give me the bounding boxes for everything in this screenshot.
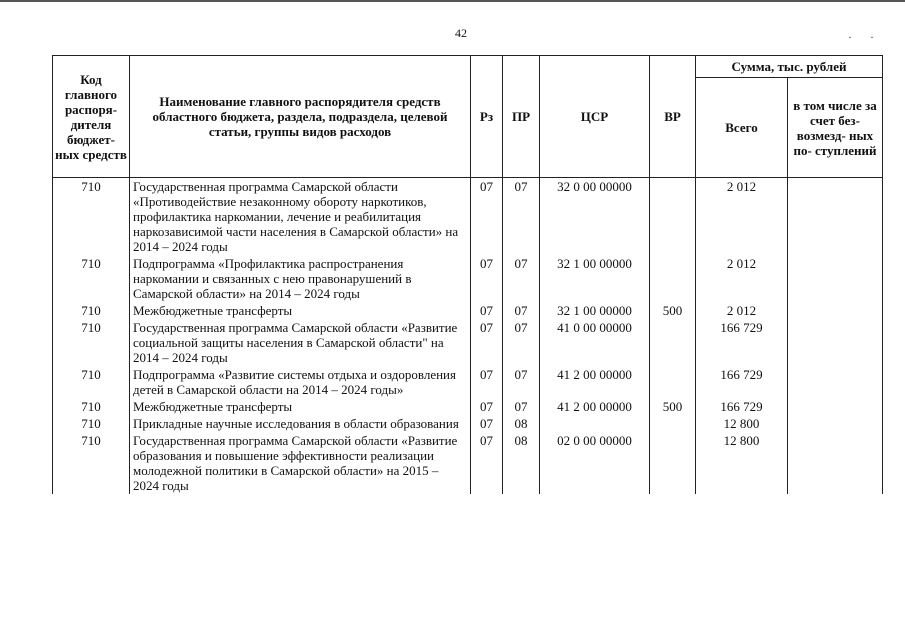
header-incl: в том числе за счет без- возмезд- ных по- ступлений: [788, 78, 883, 178]
cell-vr: 500: [650, 398, 696, 415]
cell-code: 710: [53, 178, 130, 256]
table-row: [53, 398, 883, 415]
table-row: [53, 432, 883, 494]
header-rz: Рз: [471, 56, 503, 178]
header-csr: ЦСР: [540, 56, 650, 178]
cell-name: Государственная программа Самарской области «Развитие образования и повышение эффективности реализации молодежной политики в Самарской области» на 2015 – 2024 годы: [130, 432, 471, 494]
cell-total: 2 012: [696, 255, 788, 302]
cell-pr: 07: [503, 366, 540, 398]
cell-vr: [650, 178, 696, 256]
cell-pr: 07: [503, 255, 540, 302]
cell-name: Подпрограмма «Развитие системы отдыха и оздоровления детей в Самарской области на 2014 – 2024 годы»: [130, 366, 471, 398]
cell-rz: 07: [471, 178, 503, 256]
cell-rz: 07: [471, 319, 503, 366]
top-border-line: [0, 0, 905, 2]
cell-incl: [788, 319, 883, 366]
cell-csr: 41 2 00 00000: [540, 398, 650, 415]
cell-code: 710: [53, 255, 130, 302]
cell-code: 710: [53, 432, 130, 494]
cell-pr: 07: [503, 302, 540, 319]
cell-csr: 41 2 00 00000: [540, 366, 650, 398]
cell-name: Государственная программа Самарской области «Противодействие незаконному обороту наркотиков, профилактика наркомании, лечение и реабилитация наркозависимой части населения в Самарской области» на 2014 – 2024 годы: [130, 178, 471, 256]
table-row: [53, 302, 883, 319]
cell-pr: 08: [503, 432, 540, 494]
cell-pr: 07: [503, 178, 540, 256]
cell-csr: 41 0 00 00000: [540, 319, 650, 366]
cell-rz: 07: [471, 415, 503, 432]
cell-rz: 07: [471, 432, 503, 494]
header-pr: ПР: [503, 56, 540, 178]
cell-vr: [650, 319, 696, 366]
cell-name: Государственная программа Самарской области «Развитие социальной защиты населения в Самарской области" на 2014 – 2024 годы: [130, 319, 471, 366]
table-row: [53, 255, 883, 302]
cell-code: 710: [53, 415, 130, 432]
page-number: 42: [455, 26, 467, 40]
cell-pr: 07: [503, 398, 540, 415]
cell-total: 166 729: [696, 366, 788, 398]
table-row: [53, 366, 883, 398]
cell-name: Межбюджетные трансферты: [130, 302, 471, 319]
cell-csr: 32 0 00 00000: [540, 178, 650, 256]
cell-vr: [650, 255, 696, 302]
cell-name: Подпрограмма «Профилактика распространения наркомании и связанных с нею правонарушений в Самарской области» на 2014 – 2024 годы: [130, 255, 471, 302]
cell-vr: [650, 366, 696, 398]
cell-incl: [788, 255, 883, 302]
header-code: Код главного распоря- дителя бюджет- ных средств: [53, 56, 130, 178]
cell-code: 710: [53, 319, 130, 366]
cell-total: 12 800: [696, 415, 788, 432]
cell-rz: 07: [471, 302, 503, 319]
cell-csr: 02 0 00 00000: [540, 432, 650, 494]
cell-total: 2 012: [696, 302, 788, 319]
cell-name: Межбюджетные трансферты: [130, 398, 471, 415]
cell-pr: 07: [503, 319, 540, 366]
header-total: Всего: [696, 78, 788, 178]
budget-table: [52, 55, 883, 494]
cell-total: 166 729: [696, 319, 788, 366]
cell-incl: [788, 302, 883, 319]
cell-vr: [650, 415, 696, 432]
cell-total: 12 800: [696, 432, 788, 494]
table-row: [53, 178, 883, 256]
cell-rz: 07: [471, 366, 503, 398]
cell-code: 710: [53, 366, 130, 398]
cell-total: 2 012: [696, 178, 788, 256]
cell-pr: 08: [503, 415, 540, 432]
cell-incl: [788, 398, 883, 415]
header-vr: ВР: [650, 56, 696, 178]
cell-vr: [650, 432, 696, 494]
cell-rz: 07: [471, 255, 503, 302]
scan-specks: ··: [848, 30, 892, 44]
cell-total: 166 729: [696, 398, 788, 415]
cell-incl: [788, 178, 883, 256]
cell-name: Прикладные научные исследования в области образования: [130, 415, 471, 432]
header-sum: Сумма, тыс. рублей: [696, 56, 883, 78]
header-name: Наименование главного распорядителя средств областного бюджета, раздела, подраздела, целевой статьи, группы видов расходов: [130, 56, 471, 178]
cell-csr: 32 1 00 00000: [540, 302, 650, 319]
cell-csr: 32 1 00 00000: [540, 255, 650, 302]
cell-vr: 500: [650, 302, 696, 319]
cell-code: 710: [53, 302, 130, 319]
cell-csr: [540, 415, 650, 432]
cell-incl: [788, 415, 883, 432]
cell-rz: 07: [471, 398, 503, 415]
cell-code: 710: [53, 398, 130, 415]
table-row: [53, 415, 883, 432]
table-row: [53, 319, 883, 366]
cell-incl: [788, 366, 883, 398]
cell-incl: [788, 432, 883, 494]
